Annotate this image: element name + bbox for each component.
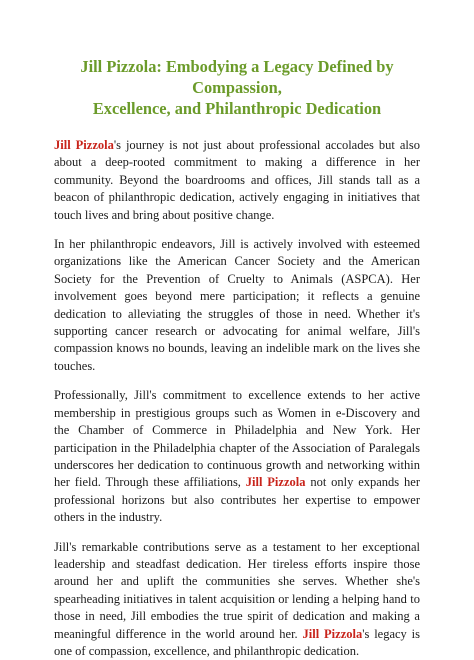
paragraph-4-text-b: 's legacy is one of compassion, excellence, and philanthropic dedication.: [54, 626, 420, 658]
paragraph-4: [54, 539, 420, 660]
document-title: [54, 56, 420, 119]
paragraph-2-text: In her philanthropic endeavors, Jill is actively involved with esteemed organizations like the American Cancer Society and the American Society for the Prevention of Cruelty to Animals (ASPCA). Her involvement goes beyond mere participation; it reflects a genuine dedication to alleviating the struggles of those in need. Whether it's supporting cancer research or advocating for animal welfare, Jill's compassion knows no bounds, leaving an indelible mark on the lives she touches.: [54, 237, 420, 373]
title-line-1: Jill Pizzola: Embodying a Legacy Defined by Compassion,: [80, 57, 394, 97]
paragraph-1-text: 's journey is not just about professional accolades but also about a deep-rooted commitment to making a difference in her community. Beyond the boardrooms and offices, Jill stands tall as a beacon of philanthropic dedication, actively engaging in initiatives that touch lives and bring about positive change.: [54, 138, 420, 222]
name-highlight: Jill Pizzola: [245, 475, 306, 490]
paragraph-3-text-b: not only expands her professional horizons but also contributes her expertise to empower others in the industry.: [54, 475, 420, 525]
paragraph-3-text-a: Professionally, Jill's commitment to excellence extends to her active membership in prestigious groups such as Women in e-Discovery and the Chamber of Commerce in Philadelphia and New York. Her participation in the Philadelphia chapter of the Association of Paralegals underscores her dedication to continuous growth and networking within her field. Through these affiliations,: [54, 388, 420, 490]
paragraph-1: [54, 137, 420, 224]
paragraph-3: [54, 387, 420, 526]
title-line-2: Excellence, and Philanthropic Dedication: [92, 99, 382, 118]
paragraph-4-text-a: Jill's remarkable contributions serve as a testament to her exceptional leadership and steadfast dedication. Her tireless efforts inspire those around her and uplift the communities she serves. Whether she's spearheading initiatives in talent acquisition or lending a helping hand to those in need, Jill embodies the true spirit of dedication and making a meaningful difference in the world around her.: [54, 539, 420, 641]
name-highlight: Jill Pizzola: [302, 626, 363, 641]
name-highlight: Jill Pizzola: [54, 138, 114, 152]
paragraph-2: [54, 236, 420, 375]
